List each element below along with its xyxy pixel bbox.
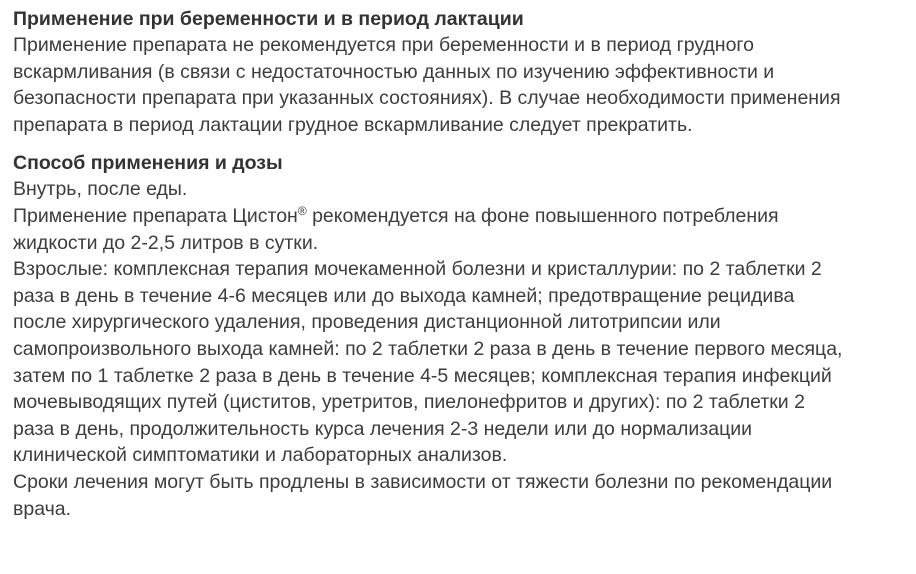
text-line: Сроки лечения могут быть продлены в зависимости от тяжести болезни по рекомендации [13, 470, 833, 493]
text-line [13, 203, 906, 230]
text-line: безопасности препарата при указанных состояниях). В случае необходимости применения [13, 87, 841, 110]
text-line: клинической симптоматики и лабораторных анализов. [13, 444, 508, 467]
text-line: Внутрь, после еды. [13, 178, 188, 201]
text-line: затем по 1 таблетке 2 раза в день в течение 4-5 месяцев; комплексная терапия инфекций [13, 364, 832, 387]
text-line: после хирургического удаления, проведения дистанционной литотрипсии или [13, 311, 721, 334]
text-line: мочевыводящих путей (циститов, уретритов, пиелонефритов и других): по 2 таблетки 2 [13, 391, 805, 414]
pregnancy-lactation-section [13, 6, 906, 138]
text-line: вскармливания (в связи с недостаточностью данных по изучению эффективности и [13, 60, 775, 83]
registered-trademark-mark: ® [297, 203, 307, 218]
dosage-heading: Способ применения и дозы [13, 152, 283, 175]
text-segment: Применение препарата Цистон [13, 204, 298, 227]
pregnancy-lactation-paragraph [13, 32, 906, 138]
dosage-paragraph [13, 176, 906, 522]
text-line: препарата в период лактации грудное вскармливание следует прекратить. [13, 113, 693, 136]
text-line: врача. [13, 497, 72, 520]
pregnancy-lactation-heading: Применение при беременности и в период лактации [13, 8, 524, 30]
text-line: жидкости до 2-2,5 литров в сутки. [13, 231, 319, 254]
text-line: Взрослые: комплексная терапия мочекаменной болезни и кристаллурии: по 2 таблетки 2 [13, 258, 822, 281]
text-segment: рекомендуется на фоне повышенного потребления [306, 204, 779, 227]
dosage-section [13, 150, 906, 522]
text-line: раза в день, продолжительность курса лечения 2-3 недели или до нормализации [13, 417, 753, 440]
text-line: самопроизвольного выхода камней: по 2 таблетки 2 раза в день в течение первого месяца, [13, 337, 843, 360]
text-line: раза в день в течение 4-6 месяцев или до выхода камней; предотвращение рецидива [13, 284, 795, 307]
text-line: Применение препарата не рекомендуется при беременности и в период грудного [13, 34, 754, 56]
